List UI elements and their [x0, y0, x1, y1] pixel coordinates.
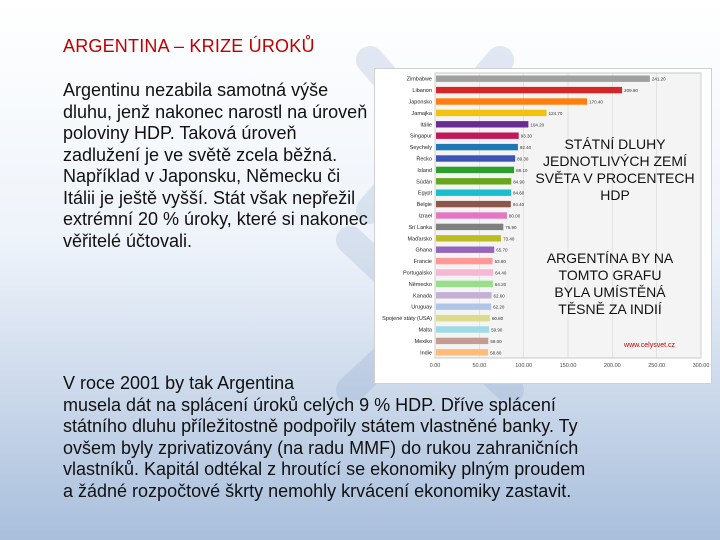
- x-tick-label: 250.00: [648, 363, 666, 369]
- bar: [436, 155, 515, 161]
- bar: [436, 98, 587, 104]
- value-label: 64.20: [494, 281, 507, 287]
- category-label: Singapur: [409, 133, 432, 140]
- category-label: Srí Lanka: [408, 224, 432, 231]
- bar: [436, 121, 528, 127]
- bar: [436, 87, 622, 93]
- value-label: 59.90: [491, 327, 503, 333]
- value-label: 124.70: [548, 110, 563, 116]
- x-tick-label: 150.00: [559, 363, 577, 369]
- bar: [436, 76, 650, 82]
- value-label: 84.90: [513, 179, 525, 185]
- category-label: Egypt: [417, 190, 432, 197]
- category-label: Ghana: [415, 247, 432, 254]
- category-label: Island: [417, 167, 432, 174]
- category-label: Belgie: [416, 202, 432, 209]
- value-label: 209.90: [624, 88, 638, 94]
- bar: [436, 304, 491, 310]
- category-label: Kanada: [413, 293, 432, 300]
- bottom-line: státního dluhu příležitostně podpořily státem vlastněné banky. Ty: [63, 416, 578, 436]
- category-label: Mexiko: [414, 338, 432, 345]
- category-label: Izrael: [418, 213, 432, 220]
- bar: [436, 110, 547, 116]
- category-label: Libanon: [412, 88, 432, 95]
- value-label: 84.60: [513, 190, 525, 196]
- bar: [436, 315, 490, 321]
- value-label: 62.60: [493, 293, 505, 299]
- value-label: 65.70: [496, 247, 508, 253]
- value-label: 92.40: [519, 145, 532, 151]
- category-label: Indie: [420, 350, 432, 357]
- category-label: Německo: [408, 281, 432, 288]
- bar: [436, 201, 511, 207]
- value-label: 60.80: [491, 316, 504, 322]
- bar: [436, 167, 514, 173]
- value-label: 58.80: [490, 350, 502, 356]
- x-tick-label: 300.00: [692, 363, 710, 369]
- debt-bar-chart: [375, 69, 711, 383]
- bar: [436, 133, 519, 139]
- bar: [436, 349, 488, 355]
- debt-chart-figure: [374, 68, 712, 384]
- value-label: 88.10: [516, 167, 528, 173]
- value-label: 104.20: [530, 122, 545, 128]
- bar: [436, 212, 507, 218]
- bar: [436, 338, 488, 344]
- category-label: Malta: [418, 327, 432, 334]
- bar: [436, 292, 492, 298]
- value-label: 241.20: [651, 76, 666, 82]
- category-label: Řecko: [416, 156, 432, 163]
- category-label: Japonsko: [408, 99, 432, 106]
- value-label: 62.20: [493, 304, 505, 310]
- x-tick-label: 0.00: [429, 363, 441, 369]
- chart-annotation-debts: STÁTNÍ DLUHY JEDNOTLIVÝCH ZEMÍ SVĚTA V PROCENTECH HDP: [535, 136, 695, 203]
- x-tick-label: 50.00: [472, 363, 487, 369]
- category-label: Itálie: [420, 122, 432, 129]
- bottom-paragraph: [63, 373, 663, 502]
- bar: [436, 144, 518, 150]
- bottom-line: a žádné rozpočtové škrty nemohly krvácení ekonomiky zastavit.: [63, 480, 572, 501]
- bar: [436, 269, 493, 275]
- intro-paragraph: Argentinu nezabila samotná výše dluhu, jenž nakonec narostl na úroveň poloviny HDP. Taková úroveň zadlužení je ve světě zcela běžná. Například v Japonsku, Německu či Itálii je ještě vyšší. Stát však nepřežil extrémní 20 % úroky, které si nakonec věřitelé účtovali.: [63, 80, 368, 251]
- chart-annotation-argentina: ARGENTÍNA BY NA TOMTO GRAFU BYLA UMÍSTĚNÁ TĚSNĚ ZA INDIÍ: [546, 250, 674, 317]
- category-label: Jamajka: [411, 110, 432, 117]
- bar: [436, 258, 493, 264]
- bottom-line: ovšem byly zprivatizovány (na radu MMF) do rukou zahraničních: [63, 437, 579, 458]
- value-label: 63.80: [494, 259, 506, 265]
- bar: [436, 281, 493, 287]
- x-tick-label: 100.00: [515, 363, 533, 369]
- value-label: 80.00: [508, 213, 521, 219]
- value-label: 64.40: [495, 270, 507, 276]
- bar: [436, 326, 489, 332]
- value-label: 170.40: [589, 99, 603, 105]
- bar: [436, 224, 503, 230]
- category-label: Uruguay: [411, 304, 432, 311]
- value-label: 59.00: [490, 338, 502, 344]
- value-label: 73.40: [503, 236, 515, 242]
- category-label: Zimbabwe: [406, 76, 432, 83]
- category-label: Francie: [413, 259, 432, 266]
- bar: [436, 235, 501, 241]
- category-label: Maďarsko: [407, 236, 432, 243]
- slide-title: ARGENTINA – KRIZE ÚROKŮ: [63, 36, 315, 56]
- bar: [436, 190, 511, 196]
- value-label: 93.30: [520, 133, 532, 139]
- value-label: 84.40: [512, 202, 525, 208]
- bar: [436, 247, 494, 253]
- category-label: Portugalsko: [402, 270, 432, 277]
- source-label: www.celysvet.cz: [624, 342, 675, 349]
- category-label: Spojené státy (USA): [382, 316, 432, 323]
- bar: [436, 178, 511, 184]
- bottom-line: musela dát na splácení úroků celých 9 % HDP. Dříve splácení: [63, 394, 556, 415]
- bottom-line: V roce 2001 by tak Argentina: [63, 373, 295, 393]
- value-label: 75.90: [505, 224, 517, 230]
- x-tick-label: 200.00: [603, 363, 621, 369]
- category-label: Seychely: [409, 145, 432, 152]
- value-label: 89.30: [517, 156, 529, 162]
- bottom-line: vlastníků. Kapitál odtékal z hroutící se ekonomiky plným proudem: [63, 459, 586, 479]
- category-label: Súdán: [416, 179, 432, 186]
